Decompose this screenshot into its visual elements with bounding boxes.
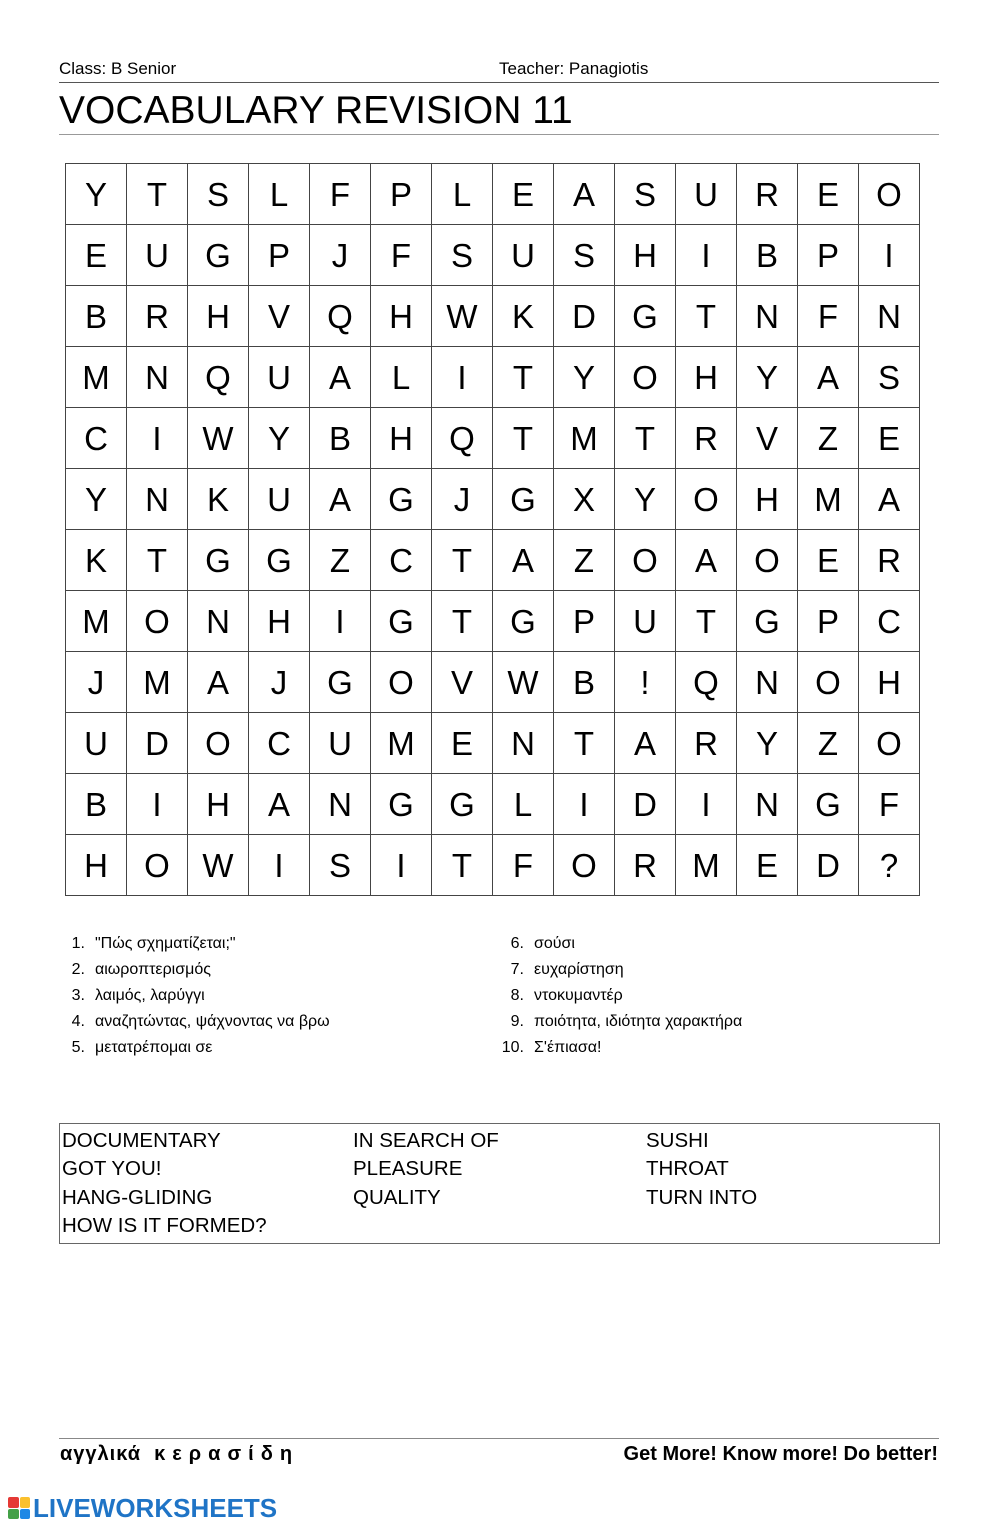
grid-cell[interactable]: I — [676, 225, 737, 286]
grid-cell[interactable]: S — [554, 225, 615, 286]
grid-cell[interactable]: Y — [554, 347, 615, 408]
clue-item — [59, 959, 330, 985]
grid-cell[interactable]: G — [188, 225, 249, 286]
grid-cell[interactable]: O — [859, 713, 920, 774]
grid-cell[interactable]: T — [127, 530, 188, 591]
grid-cell[interactable]: T — [432, 591, 493, 652]
grid-cell[interactable]: Z — [798, 408, 859, 469]
logo-text: LIVEWORKSHEETS — [33, 1492, 278, 1523]
liveworksheets-logo[interactable] — [8, 1494, 277, 1522]
grid-row — [66, 713, 920, 774]
clue-text: λαιμός, λαρύγγι — [95, 987, 205, 1004]
grid-row — [66, 835, 920, 896]
grid-cell[interactable]: E — [66, 225, 127, 286]
grid-cell[interactable]: J — [66, 652, 127, 713]
clue-item — [498, 1037, 742, 1063]
clue-item — [498, 985, 742, 1011]
footer-brand-text — [60, 1443, 299, 1466]
grid-cell[interactable]: Y — [66, 469, 127, 530]
grid-cell[interactable]: T — [432, 835, 493, 896]
grid-cell[interactable]: I — [554, 774, 615, 835]
grid-cell[interactable]: R — [676, 713, 737, 774]
grid-cell[interactable]: B — [737, 225, 798, 286]
grid-cell[interactable]: B — [66, 774, 127, 835]
grid-cell[interactable]: O — [798, 652, 859, 713]
grid-cell[interactable]: P — [798, 225, 859, 286]
clue-list-right — [498, 933, 742, 1063]
grid-cell[interactable]: F — [859, 774, 920, 835]
grid-cell[interactable]: U — [493, 225, 554, 286]
grid-cell[interactable]: Y — [249, 408, 310, 469]
grid-cell[interactable]: Q — [676, 652, 737, 713]
clue-number: 8. — [510, 987, 524, 1004]
grid-cell[interactable]: A — [615, 713, 676, 774]
grid-cell[interactable]: N — [859, 286, 920, 347]
grid-cell[interactable]: N — [127, 347, 188, 408]
grid-cell[interactable]: Y — [615, 469, 676, 530]
clue-text: "Πώς σχηματίζεται;" — [95, 935, 236, 952]
clue-number: 10. — [501, 1039, 524, 1056]
clue-text: σούσι — [534, 935, 575, 952]
grid-cell[interactable]: H — [676, 347, 737, 408]
grid-cell[interactable]: C — [859, 591, 920, 652]
grid-cell[interactable]: I — [859, 225, 920, 286]
grid-cell[interactable]: O — [554, 835, 615, 896]
grid-cell[interactable]: R — [859, 530, 920, 591]
logo-mark-icon — [8, 1497, 30, 1519]
grid-cell[interactable]: H — [737, 469, 798, 530]
grid-cell[interactable]: H — [859, 652, 920, 713]
grid-cell[interactable]: E — [432, 713, 493, 774]
grid-cell[interactable]: A — [310, 469, 371, 530]
clue-number: 3. — [71, 987, 85, 1004]
word-bank-item: SUSHI — [646, 1129, 709, 1152]
grid-cell[interactable]: S — [859, 347, 920, 408]
footer-brand-name: κερασίδη — [154, 1443, 300, 1465]
grid-cell[interactable]: L — [432, 164, 493, 225]
word-bank-column — [62, 1127, 267, 1241]
grid-cell[interactable]: R — [737, 164, 798, 225]
grid-cell[interactable]: G — [493, 469, 554, 530]
grid-cell[interactable]: J — [432, 469, 493, 530]
grid-row — [66, 347, 920, 408]
grid-cell[interactable]: A — [676, 530, 737, 591]
grid-cell[interactable]: Q — [432, 408, 493, 469]
grid-cell[interactable]: Y — [737, 347, 798, 408]
grid-cell[interactable]: N — [493, 713, 554, 774]
grid-cell[interactable]: H — [371, 286, 432, 347]
logo-square — [8, 1509, 19, 1520]
grid-cell[interactable]: G — [249, 530, 310, 591]
clue-number: 2. — [71, 961, 85, 978]
grid-cell[interactable]: M — [554, 408, 615, 469]
grid-cell[interactable]: K — [66, 530, 127, 591]
clue-item — [498, 1011, 742, 1037]
grid-row — [66, 408, 920, 469]
grid-cell[interactable]: C — [371, 530, 432, 591]
grid-cell[interactable]: A — [310, 347, 371, 408]
grid-cell[interactable]: H — [188, 774, 249, 835]
clue-number: 6. — [510, 935, 524, 952]
clue-number: 9. — [510, 1013, 524, 1030]
grid-cell[interactable]: H — [615, 225, 676, 286]
grid-cell[interactable]: O — [188, 713, 249, 774]
grid-cell[interactable]: I — [127, 408, 188, 469]
logo-square — [20, 1497, 31, 1508]
grid-cell[interactable]: M — [66, 347, 127, 408]
grid-cell[interactable]: M — [676, 835, 737, 896]
word-bank-item: DOCUMENTARY — [62, 1129, 221, 1152]
grid-cell[interactable]: X — [554, 469, 615, 530]
word-search-grid — [65, 163, 920, 896]
grid-cell[interactable]: O — [127, 591, 188, 652]
grid-cell[interactable]: K — [493, 286, 554, 347]
clue-text: αναζητώντας, ψάχνοντας να βρω — [95, 1013, 330, 1030]
grid-cell[interactable]: D — [127, 713, 188, 774]
grid-cell[interactable]: Q — [310, 286, 371, 347]
grid-cell[interactable]: G — [432, 774, 493, 835]
grid-cell[interactable]: H — [188, 286, 249, 347]
word-bank-item: HANG-GLIDING — [62, 1185, 213, 1209]
grid-cell[interactable]: V — [737, 408, 798, 469]
grid-cell[interactable]: I — [127, 774, 188, 835]
grid-cell[interactable]: M — [371, 713, 432, 774]
grid-cell[interactable]: J — [310, 225, 371, 286]
grid-cell[interactable]: E — [798, 164, 859, 225]
page-title: VOCABULARY REVISION 11 — [59, 88, 939, 135]
clue-item — [59, 985, 330, 1011]
grid-cell[interactable]: L — [371, 347, 432, 408]
grid-cell[interactable]: Z — [310, 530, 371, 591]
grid-row — [66, 469, 920, 530]
grid-cell[interactable]: B — [310, 408, 371, 469]
grid-cell[interactable]: D — [798, 835, 859, 896]
grid-cell[interactable]: W — [493, 652, 554, 713]
grid-cell[interactable]: U — [127, 225, 188, 286]
grid-cell[interactable]: L — [249, 164, 310, 225]
clue-text: ευχαρίστηση — [534, 961, 624, 978]
grid-cell[interactable]: G — [493, 591, 554, 652]
grid-cell[interactable]: M — [798, 469, 859, 530]
grid-cell[interactable]: F — [310, 164, 371, 225]
grid-cell[interactable]: U — [66, 713, 127, 774]
grid-cell[interactable]: V — [432, 652, 493, 713]
grid-row — [66, 774, 920, 835]
grid-cell[interactable]: N — [188, 591, 249, 652]
grid-cell[interactable]: K — [188, 469, 249, 530]
grid-cell[interactable]: I — [676, 774, 737, 835]
clue-text: μετατρέπομαι σε — [95, 1039, 213, 1056]
grid-cell[interactable]: A — [798, 347, 859, 408]
grid-cell[interactable]: R — [615, 835, 676, 896]
grid-cell[interactable]: R — [676, 408, 737, 469]
grid-cell[interactable]: P — [798, 591, 859, 652]
grid-cell[interactable]: E — [798, 530, 859, 591]
grid-cell[interactable]: R — [127, 286, 188, 347]
clue-text: ποιότητα, ιδιότητα χαρακτήρα — [534, 1013, 743, 1030]
grid-cell[interactable]: U — [249, 347, 310, 408]
footer-slogan: Get More! Know more! Do better! — [623, 1443, 938, 1465]
grid-cell[interactable]: Z — [798, 713, 859, 774]
grid-cell[interactable]: U — [310, 713, 371, 774]
grid-cell[interactable]: A — [249, 774, 310, 835]
grid-cell[interactable]: N — [127, 469, 188, 530]
grid-cell[interactable]: P — [554, 591, 615, 652]
clue-item — [498, 959, 742, 985]
grid-cell[interactable]: H — [371, 408, 432, 469]
class-label: Class: B Senior — [59, 59, 177, 78]
word-bank-item: IN SEARCH OF — [353, 1129, 499, 1152]
grid-cell[interactable]: N — [737, 286, 798, 347]
grid-cell[interactable]: ! — [615, 652, 676, 713]
grid-cell[interactable]: G — [188, 530, 249, 591]
grid-cell[interactable]: T — [615, 408, 676, 469]
grid-cell[interactable]: T — [432, 530, 493, 591]
grid-cell[interactable]: E — [493, 164, 554, 225]
logo-square — [20, 1509, 31, 1520]
grid-cell[interactable]: O — [859, 164, 920, 225]
grid-cell[interactable]: A — [493, 530, 554, 591]
grid-cell[interactable]: P — [249, 225, 310, 286]
grid-cell[interactable]: G — [737, 591, 798, 652]
grid-cell[interactable]: L — [493, 774, 554, 835]
grid-row — [66, 530, 920, 591]
grid-row — [66, 286, 920, 347]
clue-number: 7. — [510, 961, 524, 978]
grid-cell[interactable]: W — [188, 408, 249, 469]
grid-cell[interactable]: O — [676, 469, 737, 530]
grid-cell[interactable]: I — [310, 591, 371, 652]
grid-cell[interactable]: W — [188, 835, 249, 896]
grid-cell[interactable]: C — [249, 713, 310, 774]
grid-cell[interactable]: S — [432, 225, 493, 286]
grid-cell[interactable]: M — [66, 591, 127, 652]
grid-cell[interactable]: G — [798, 774, 859, 835]
grid-cell[interactable]: M — [127, 652, 188, 713]
grid-cell[interactable]: Y — [66, 164, 127, 225]
clue-item — [59, 1011, 330, 1037]
grid-cell[interactable]: C — [66, 408, 127, 469]
grid-cell[interactable]: T — [676, 591, 737, 652]
grid-cell[interactable]: G — [371, 591, 432, 652]
word-bank-column — [353, 1127, 499, 1212]
grid-cell[interactable]: S — [310, 835, 371, 896]
header-row — [59, 58, 939, 83]
grid-cell[interactable]: N — [737, 774, 798, 835]
grid-cell[interactable]: F — [493, 835, 554, 896]
footer-divider — [59, 1438, 939, 1439]
grid-cell[interactable]: O — [371, 652, 432, 713]
grid-cell[interactable]: S — [615, 164, 676, 225]
teacher-label: Teacher: Panagiotis — [499, 59, 649, 78]
grid-cell[interactable]: F — [371, 225, 432, 286]
grid-cell[interactable]: E — [737, 835, 798, 896]
grid-cell[interactable]: O — [127, 835, 188, 896]
grid-cell[interactable]: O — [615, 530, 676, 591]
grid-row — [66, 164, 920, 225]
grid-row — [66, 225, 920, 286]
footer-brand-word: αγγλικά — [60, 1443, 142, 1465]
grid-cell[interactable]: D — [615, 774, 676, 835]
grid-cell[interactable]: G — [310, 652, 371, 713]
clue-list-left — [59, 933, 330, 1063]
grid-cell[interactable]: Y — [737, 713, 798, 774]
grid-cell[interactable]: B — [66, 286, 127, 347]
grid-cell[interactable]: S — [188, 164, 249, 225]
grid-cell[interactable]: ? — [859, 835, 920, 896]
word-bank — [59, 1123, 940, 1244]
grid-cell[interactable]: A — [554, 164, 615, 225]
grid-cell[interactable]: J — [249, 652, 310, 713]
word-bank-column — [646, 1127, 757, 1212]
grid-cell[interactable]: G — [371, 774, 432, 835]
grid-cell[interactable]: E — [859, 408, 920, 469]
clue-text: Σ'έπιασα! — [534, 1039, 602, 1056]
grid-cell[interactable]: W — [432, 286, 493, 347]
word-bank-item: GOT YOU! — [62, 1157, 162, 1181]
grid-cell[interactable]: T — [493, 347, 554, 408]
grid-cell[interactable]: N — [737, 652, 798, 713]
grid-cell[interactable]: Z — [554, 530, 615, 591]
grid-row — [66, 591, 920, 652]
grid-cell[interactable]: A — [859, 469, 920, 530]
word-bank-item: QUALITY — [353, 1185, 441, 1209]
clue-item — [59, 1037, 330, 1063]
grid-cell[interactable]: P — [371, 164, 432, 225]
grid-cell[interactable]: H — [66, 835, 127, 896]
grid-cell[interactable]: I — [249, 835, 310, 896]
clue-text: αιωροπτερισμός — [95, 961, 211, 978]
clue-item — [59, 933, 330, 959]
grid-cell[interactable]: H — [249, 591, 310, 652]
grid-cell[interactable]: G — [371, 469, 432, 530]
grid-cell[interactable]: A — [188, 652, 249, 713]
grid-cell[interactable]: T — [127, 164, 188, 225]
clue-number: 5. — [71, 1039, 85, 1056]
clue-number: 1. — [71, 935, 85, 952]
logo-square — [8, 1497, 19, 1508]
grid-cell[interactable]: G — [615, 286, 676, 347]
grid-cell[interactable]: U — [249, 469, 310, 530]
grid-cell[interactable]: Q — [188, 347, 249, 408]
grid-cell[interactable]: N — [310, 774, 371, 835]
clue-number: 4. — [71, 1013, 85, 1030]
grid-cell[interactable]: O — [737, 530, 798, 591]
grid-cell[interactable]: B — [554, 652, 615, 713]
word-bank-item: PLEASURE — [353, 1157, 463, 1181]
grid-cell[interactable]: I — [371, 835, 432, 896]
grid-cell[interactable]: F — [798, 286, 859, 347]
grid-row — [66, 652, 920, 713]
grid-cell[interactable]: O — [615, 347, 676, 408]
word-bank-item: HOW IS IT FORMED? — [62, 1214, 267, 1238]
grid-cell[interactable]: D — [554, 286, 615, 347]
grid-cell[interactable]: U — [676, 164, 737, 225]
grid-cell[interactable]: T — [676, 286, 737, 347]
clue-text: ντοκυμαντέρ — [534, 987, 623, 1004]
grid-cell[interactable]: V — [249, 286, 310, 347]
grid-cell[interactable]: T — [493, 408, 554, 469]
clue-item — [498, 933, 742, 959]
grid-cell[interactable]: I — [432, 347, 493, 408]
word-bank-item: THROAT — [646, 1157, 729, 1181]
grid-cell[interactable]: U — [615, 591, 676, 652]
grid-cell[interactable]: T — [554, 713, 615, 774]
word-bank-item: TURN INTO — [646, 1185, 758, 1209]
